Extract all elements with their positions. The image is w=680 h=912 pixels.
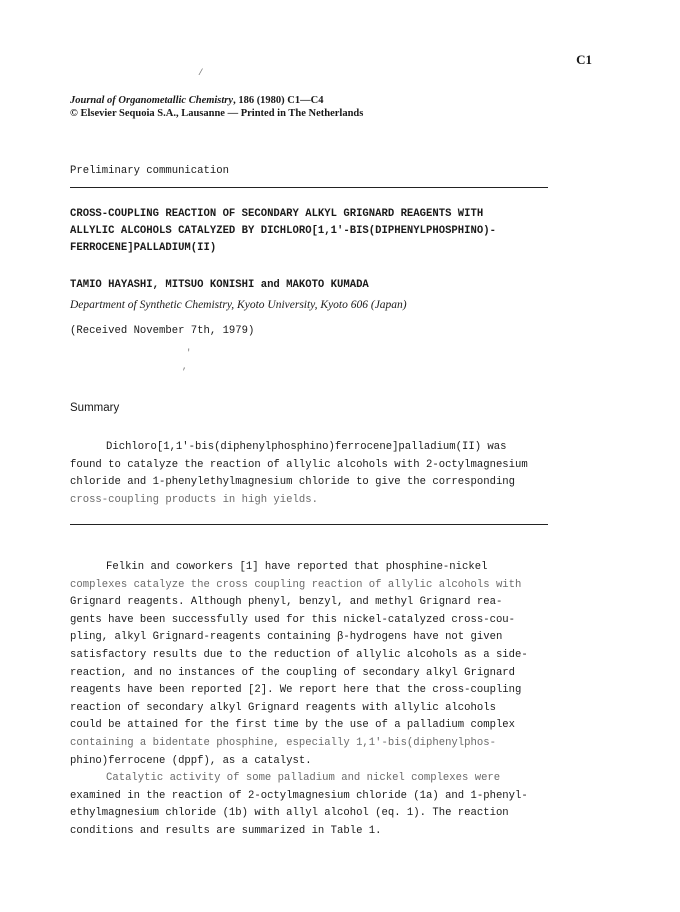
journal-name: Journal of Organometallic Chemistry — [70, 95, 234, 106]
received-date: (Received November 7th, 1979) — [70, 325, 255, 337]
body-line: could be attained for the first time by the use of a palladium complex — [70, 719, 516, 732]
body-line: Felkin and coworkers [1] have reported that phosphine-nickel — [106, 561, 488, 573]
body-line: Catalytic activity of some palladium and nickel complexes were — [106, 772, 501, 785]
journal-citation — [70, 94, 363, 107]
summary-paragraph — [70, 439, 550, 509]
body-line: phino)ferrocene (dppf), as a catalyst. — [70, 754, 312, 767]
body-text — [70, 559, 550, 841]
summary-heading: Summary — [70, 402, 120, 414]
body-line: reaction, and no instances of the coupling of secondary alkyl Grignard — [70, 666, 516, 679]
summary-line: Dichloro[1,1'-bis(diphenylphosphino)ferrocene]palladium(II) was — [106, 441, 507, 453]
page-number: C1 — [576, 52, 592, 67]
article-title — [70, 206, 550, 257]
scan-mark: / — [198, 68, 204, 78]
communication-type: Preliminary communication — [70, 165, 229, 177]
scan-mark: ' — [186, 348, 192, 358]
body-line: reaction of secondary alkyl Grignard reagents with allylic alcohols — [70, 701, 496, 714]
body-line: reagents have been reported [2]. We report here that the cross-coupling — [70, 684, 522, 697]
summary-line: chloride and 1-phenylethylmagnesium chloride to give the corresponding — [70, 476, 516, 489]
scan-mark: , — [182, 362, 188, 372]
summary-line: cross-coupling products in high yields. — [70, 493, 318, 506]
body-line: Grignard reagents. Although phenyl, benzyl, and methyl Grignard rea- — [70, 596, 503, 609]
body-line: pling, alkyl Grignard-reagents containing β-hydrogens have not given — [70, 631, 503, 644]
journal-header — [70, 94, 363, 120]
affiliation: Department of Synthetic Chemistry, Kyoto University, Kyoto 606 (Japan) — [70, 299, 407, 311]
journal-volume: , 186 (1980) C1—C4 — [233, 95, 324, 106]
body-line: satisfactory results due to the reduction of allylic alcohols as a side- — [70, 648, 528, 661]
summary-line: found to catalyze the reaction of allylic alcohols with 2-octylmagnesium — [70, 458, 528, 471]
title-line: FERROCENE]PALLADIUM(II) — [70, 242, 217, 254]
title-line: CROSS-COUPLING REACTION OF SECONDARY ALKYL GRIGNARD REAGENTS WITH — [70, 208, 484, 220]
body-line: complexes catalyze the cross coupling reaction of allylic alcohols with — [70, 578, 522, 591]
body-line: gents have been successfully used for this nickel-catalyzed cross-cou- — [70, 613, 516, 626]
title-line: ALLYLIC ALCOHOLS CATALYZED BY DICHLORO[1,1'-BIS(DIPHENYLPHOSPHINO)- — [70, 225, 496, 237]
body-line: containing a bidentate phosphine, especially 1,1'-bis(diphenylphos- — [70, 736, 496, 749]
authors: TAMIO HAYASHI, MITSUO KONISHI and MAKOTO KUMADA — [70, 279, 369, 291]
body-line: conditions and results are summarized in Table 1. — [70, 824, 382, 837]
rule-bottom — [70, 524, 548, 525]
publisher-line: © Elsevier Sequoia S.A., Lausanne — Printed in The Netherlands — [70, 108, 364, 119]
body-line: ethylmagnesium chloride (1b) with allyl alcohol (eq. 1). The reaction — [70, 807, 509, 820]
body-line: examined in the reaction of 2-octylmagnesium chloride (1a) and 1-phenyl- — [70, 789, 528, 802]
rule-top — [70, 187, 548, 188]
